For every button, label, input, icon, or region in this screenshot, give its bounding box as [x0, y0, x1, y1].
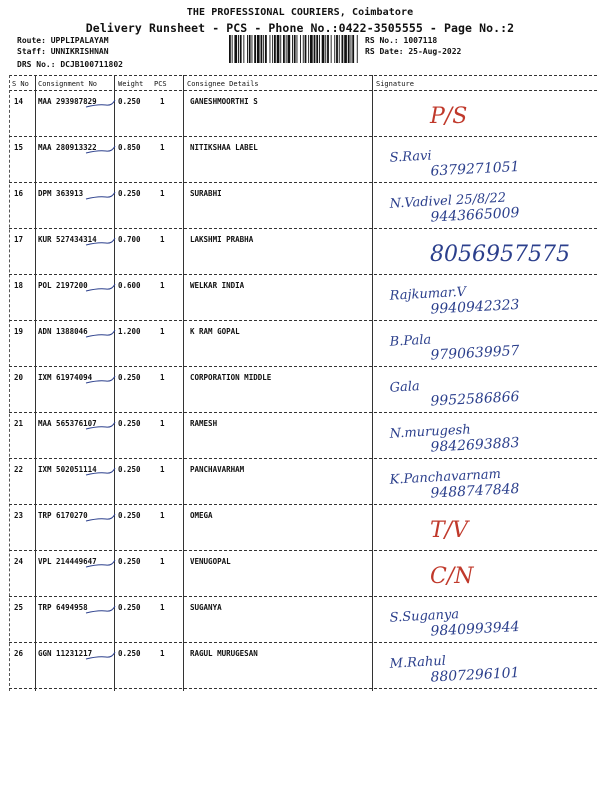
- signature-handwriting: [370, 185, 590, 229]
- barcode-bar: [308, 35, 309, 63]
- row-consignee: RAMESH: [190, 419, 218, 428]
- row-consignment-no: MAA 280913322: [38, 143, 97, 152]
- row-divider: [9, 642, 597, 643]
- barcode-bar: [294, 35, 296, 63]
- column-divider: [35, 75, 36, 691]
- row-pcs: 1: [160, 143, 165, 152]
- row-consignee: GANESHMOORTHI S: [190, 97, 258, 106]
- row-consignee: NITIKSHAA LABEL: [190, 143, 258, 152]
- row-sno: 17: [14, 235, 24, 244]
- header-divider: [9, 90, 597, 91]
- barcode-bar: [286, 35, 287, 63]
- row-consignee: PANCHAVARHAM: [190, 465, 245, 474]
- signature-handwriting: [370, 507, 590, 551]
- signature-handwriting: [370, 231, 590, 275]
- row-consignment-no: IXM 61974094: [38, 373, 93, 382]
- row-pcs: 1: [160, 419, 165, 428]
- row-pcs: 1: [160, 97, 165, 106]
- row-divider: [9, 458, 597, 459]
- row-pcs: 1: [160, 235, 165, 244]
- row-consignment-no: ADN 1388046: [38, 327, 88, 336]
- rs-number: RS No.: 1007118: [365, 36, 438, 45]
- col-header-weight: Weight: [118, 80, 144, 88]
- pen-tick-mark: [84, 279, 120, 297]
- runsheet-subtitle: Delivery Runsheet - PCS - Phone No.:0422-3505555 - Page No.:2: [85, 21, 515, 35]
- pen-tick-mark: [84, 233, 120, 251]
- signature-text: P/S: [430, 104, 468, 129]
- row-weight: 0.250: [118, 649, 141, 658]
- signature-text: C/N: [430, 564, 474, 589]
- pen-tick-mark: [84, 95, 120, 113]
- col-header-signature: Signature: [376, 80, 414, 88]
- barcode-bar: [252, 35, 253, 63]
- barcode-bar: [240, 35, 242, 63]
- signature-handwriting: [370, 277, 590, 321]
- barcode-bar: [263, 35, 264, 63]
- pen-tick-mark: [84, 141, 120, 159]
- row-consignee: SURABHI: [190, 189, 222, 198]
- barcode-bar: [277, 35, 280, 63]
- row-pcs: 1: [160, 465, 165, 474]
- barcode-bar: [261, 35, 263, 63]
- row-divider: [9, 550, 597, 551]
- pen-tick-mark: [84, 509, 120, 527]
- signature-handwriting: [370, 645, 590, 689]
- row-weight: 0.250: [118, 511, 141, 520]
- barcode-bar: [254, 35, 256, 63]
- row-consignment-no: MAA 565376107: [38, 419, 97, 428]
- row-consignment-no: IXM 502051114: [38, 465, 97, 474]
- signature-handwriting: [370, 93, 590, 137]
- row-consignee: RAGUL MURUGESAN: [190, 649, 258, 658]
- row-consignee: SUGANYA: [190, 603, 222, 612]
- row-consignment-no: TRP 6170270: [38, 511, 88, 520]
- barcode-bar: [292, 35, 293, 63]
- route-label: Route: UPPLIPALAYAM: [17, 36, 109, 45]
- barcode-bar: [265, 35, 267, 63]
- barcode-bar: [272, 35, 273, 63]
- row-divider: [9, 688, 597, 689]
- row-consignee: LAKSHMI PRABHA: [190, 235, 254, 244]
- row-pcs: 1: [160, 281, 165, 290]
- signature-handwriting: [370, 461, 590, 505]
- barcode-bar: [327, 35, 329, 63]
- col-header-consignee: Consignee Details: [187, 80, 259, 88]
- row-divider: [9, 136, 597, 137]
- col-header-consignment: Consignment No: [38, 80, 98, 88]
- signature-handwriting: [370, 553, 590, 597]
- company-title: THE PROFESSIONAL COURIERS, Coimbatore: [186, 7, 414, 18]
- signature-text: Gala9952586866: [389, 379, 520, 410]
- signature-text: M.Rahul8807296101: [389, 653, 520, 686]
- barcode-bar: [352, 35, 354, 63]
- column-divider: [183, 75, 184, 691]
- row-divider: [9, 320, 597, 321]
- row-weight: 0.600: [118, 281, 141, 290]
- signature-text: T/V: [430, 518, 468, 543]
- barcode-bar: [270, 35, 271, 63]
- row-consignee: VENUGOPAL: [190, 557, 231, 566]
- barcode-bar: [297, 35, 298, 63]
- row-consignment-no: TRP 6494958: [38, 603, 88, 612]
- row-sno: 21: [14, 419, 24, 428]
- barcode-bar: [243, 35, 244, 63]
- row-pcs: 1: [160, 373, 165, 382]
- barcode-bar: [288, 35, 291, 63]
- row-sno: 23: [14, 511, 24, 520]
- signature-text: K.Panchavarnam9488747848: [389, 466, 520, 502]
- table-left-border: [9, 75, 10, 691]
- barcode-bar: [247, 35, 248, 63]
- barcode-bar: [274, 35, 276, 63]
- row-weight: 0.250: [118, 189, 141, 198]
- barcode-bar: [316, 35, 318, 63]
- barcode-bar: [334, 35, 335, 63]
- pen-tick-mark: [84, 555, 120, 573]
- barcode-bar: [232, 35, 233, 63]
- barcode-bar: [314, 35, 316, 63]
- barcode-bar: [249, 35, 251, 63]
- row-pcs: 1: [160, 603, 165, 612]
- barcode-bar: [322, 35, 325, 63]
- barcode-bar: [238, 35, 239, 63]
- row-sno: 24: [14, 557, 24, 566]
- row-sno: 15: [14, 143, 24, 152]
- barcode-bar: [303, 35, 304, 63]
- row-divider: [9, 412, 597, 413]
- row-sno: 26: [14, 649, 24, 658]
- pen-tick-mark: [84, 187, 120, 205]
- row-sno: 14: [14, 97, 24, 106]
- signature-text: 8056957575: [430, 242, 570, 267]
- barcode-bar: [229, 35, 231, 63]
- row-pcs: 1: [160, 189, 165, 198]
- row-consignee: CORPORATION MIDDLE: [190, 373, 272, 382]
- barcode-bar: [331, 35, 332, 63]
- barcode-bar: [305, 35, 307, 63]
- barcode: [229, 35, 359, 63]
- row-divider: [9, 274, 597, 275]
- signature-text: S.Ravi6379271051: [389, 148, 520, 180]
- row-consignee: OMEGA: [190, 511, 213, 520]
- pen-tick-mark: [84, 417, 120, 435]
- col-header-pcs: PCS: [154, 80, 167, 88]
- barcode-bar: [342, 35, 344, 63]
- barcode-bar: [351, 35, 352, 63]
- barcode-bar: [325, 35, 326, 63]
- barcode-bar: [348, 35, 350, 63]
- row-consignment-no: MAA 293987829: [38, 97, 97, 106]
- row-weight: 0.250: [118, 97, 141, 106]
- drs-number: DRS No.: DCJB100711802: [17, 60, 123, 69]
- row-pcs: 1: [160, 649, 165, 658]
- barcode-bar: [300, 35, 301, 63]
- row-consignment-no: DPM 363913: [38, 189, 84, 198]
- row-sno: 18: [14, 281, 24, 290]
- signature-handwriting: [370, 415, 590, 459]
- signature-text: N.murugesh9842693883: [389, 422, 520, 456]
- row-consignment-no: POL 2197200: [38, 281, 88, 290]
- row-divider: [9, 228, 597, 229]
- row-consignee: WELKAR INDIA: [190, 281, 245, 290]
- row-weight: 0.250: [118, 603, 141, 612]
- row-pcs: 1: [160, 327, 165, 336]
- staff-label: Staff: UNNIKRISHNAN: [17, 47, 109, 56]
- row-sno: 25: [14, 603, 24, 612]
- pen-tick-mark: [84, 463, 120, 481]
- row-consignee: K RAM GOPAL: [190, 327, 240, 336]
- pen-tick-mark: [84, 371, 120, 389]
- signature-text: S.Suganya9840993944: [389, 607, 520, 640]
- signature-handwriting: [370, 323, 590, 367]
- row-divider: [9, 182, 597, 183]
- row-consignment-no: KUR 527434314: [38, 235, 97, 244]
- pen-tick-mark: [84, 647, 120, 665]
- row-sno: 20: [14, 373, 24, 382]
- barcode-bar: [257, 35, 260, 63]
- barcode-bar: [310, 35, 313, 63]
- row-sno: 16: [14, 189, 24, 198]
- barcode-bar: [344, 35, 347, 63]
- row-weight: 0.700: [118, 235, 141, 244]
- row-weight: 0.250: [118, 373, 141, 382]
- rs-date: RS Date: 25-Aug-2022: [365, 47, 462, 56]
- pen-tick-mark: [84, 601, 120, 619]
- row-sno: 22: [14, 465, 24, 474]
- signature-text: N.Vadivel 25/8/229443665009: [389, 190, 520, 226]
- row-pcs: 1: [160, 511, 165, 520]
- signature-handwriting: [370, 599, 590, 643]
- barcode-bar: [283, 35, 285, 63]
- row-weight: 0.250: [118, 419, 141, 428]
- row-divider: [9, 504, 597, 505]
- signature-text: B.Pala9790639957: [389, 332, 520, 364]
- barcode-bar: [319, 35, 320, 63]
- signature-handwriting: [370, 139, 590, 183]
- col-header-sno: S No: [12, 80, 29, 88]
- barcode-bar: [339, 35, 340, 63]
- barcode-bar: [234, 35, 237, 63]
- pen-tick-mark: [84, 325, 120, 343]
- row-sno: 19: [14, 327, 24, 336]
- barcode-bar: [336, 35, 338, 63]
- barcode-bar: [357, 35, 358, 63]
- row-weight: 0.250: [118, 557, 141, 566]
- row-weight: 1.200: [118, 327, 141, 336]
- table-top-border: [9, 75, 597, 76]
- row-divider: [9, 596, 597, 597]
- row-weight: 0.850: [118, 143, 141, 152]
- row-weight: 0.250: [118, 465, 141, 474]
- row-divider: [9, 366, 597, 367]
- signature-handwriting: [370, 369, 590, 413]
- row-pcs: 1: [160, 557, 165, 566]
- row-consignment-no: VPL 214449647: [38, 557, 97, 566]
- signature-text: Rajkumar.V9940942323: [389, 284, 520, 318]
- barcode-bar: [280, 35, 281, 63]
- row-consignment-no: GGN 11231217: [38, 649, 93, 658]
